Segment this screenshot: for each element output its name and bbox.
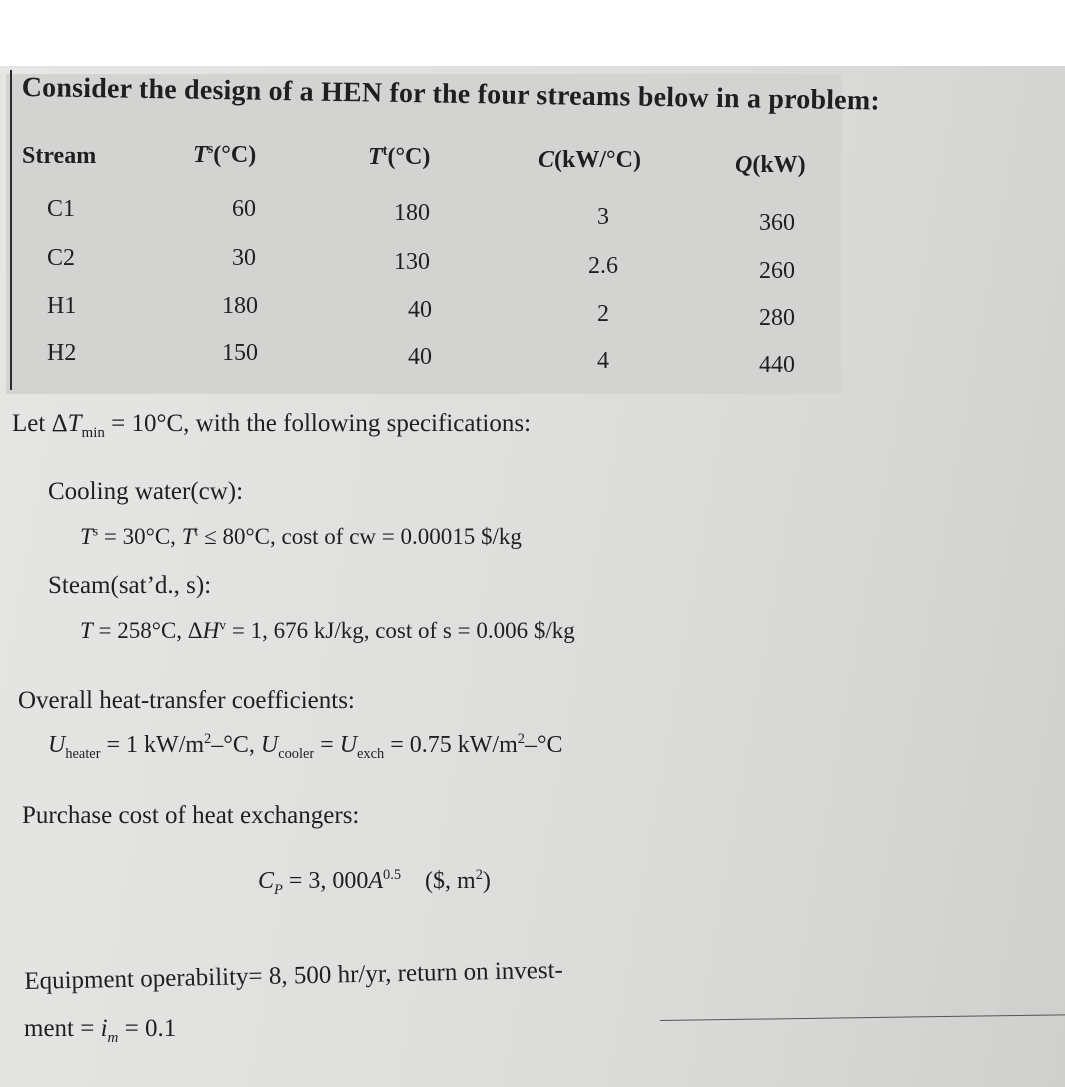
col-header-stream: Stream — [22, 143, 97, 169]
purchase-cost-formula: $C_P = 3$, $000A^{0.5}$ ($, $m^2$) — [258, 867, 491, 898]
cell-c-c2: 2.6 — [588, 253, 618, 279]
dtmin-line: Let $\Delta T_{min} = 10^\circ C$, with the following specifications: — [12, 410, 532, 441]
cell-tt-h2: 40 — [408, 344, 432, 370]
left-rule — [10, 70, 12, 390]
coefficients-spec: $U_{heater} = 1$ $kW/m^2-^\circ C$, $U_{cooler} = U_{exch} = 0.75$ $kW/m^2-^\circ C$ — [48, 731, 563, 762]
cell-ts-h2: 150 — [222, 340, 258, 366]
cell-stream-c1: C1 — [47, 196, 76, 222]
cooling-water-label: Cooling water(cw): — [48, 478, 244, 505]
steam-label: Steam(sat’d., s): — [48, 572, 212, 599]
col-header-heat-capacity: C(kW/°C) — [538, 147, 641, 173]
cell-q-c2: 260 — [759, 258, 795, 284]
col-header-duty: Q(kW) — [735, 152, 806, 178]
cell-c-h2: 4 — [597, 348, 609, 374]
coefficients-label: Overall heat-transfer coefficients: — [18, 687, 355, 714]
problem-heading: Consider the design of a HEN for the four streams below in a problem: — [21, 72, 881, 117]
equipment-operability-line1: Equipment operability= 8, 500 hr/yr, return on invest- — [24, 956, 564, 995]
purchase-cost-label: Purchase cost of heat exchangers: — [22, 802, 360, 829]
steam-spec: T = 258°C, $\Delta H^v = 1$, 676 kJ/kg, cost of s = 0.006 $/kg — [80, 617, 575, 643]
col-header-target-temp: $T^t(^\circ C)$ — [368, 143, 431, 170]
cell-tt-h1: 40 — [408, 297, 432, 323]
col-header-supply-temp: $T^s(^\circ C)$ — [193, 141, 257, 168]
cell-stream-h2: H2 — [47, 340, 77, 366]
cell-ts-h1: 180 — [222, 293, 258, 319]
cell-stream-c2: C2 — [47, 245, 76, 271]
cell-c-h1: 2 — [597, 301, 609, 327]
cell-q-c1: 360 — [759, 210, 795, 236]
cell-ts-c1: 60 — [232, 196, 256, 222]
cell-c-c1: 3 — [597, 204, 609, 230]
cell-q-h2: 440 — [759, 352, 795, 378]
cell-tt-c2: 130 — [394, 249, 430, 275]
cell-q-h1: 280 — [759, 305, 795, 331]
cooling-water-spec: $T^s = 30^\circ C$, $T^t \le 80^\circ C$, cost of cw = 0.00015 $/kg — [80, 523, 522, 549]
equipment-operability-line2: ment = $i_m = 0.1$ — [24, 1015, 177, 1046]
cell-stream-h1: H1 — [47, 293, 77, 319]
cell-ts-c2: 30 — [232, 245, 256, 271]
cell-tt-c1: 180 — [394, 200, 430, 226]
